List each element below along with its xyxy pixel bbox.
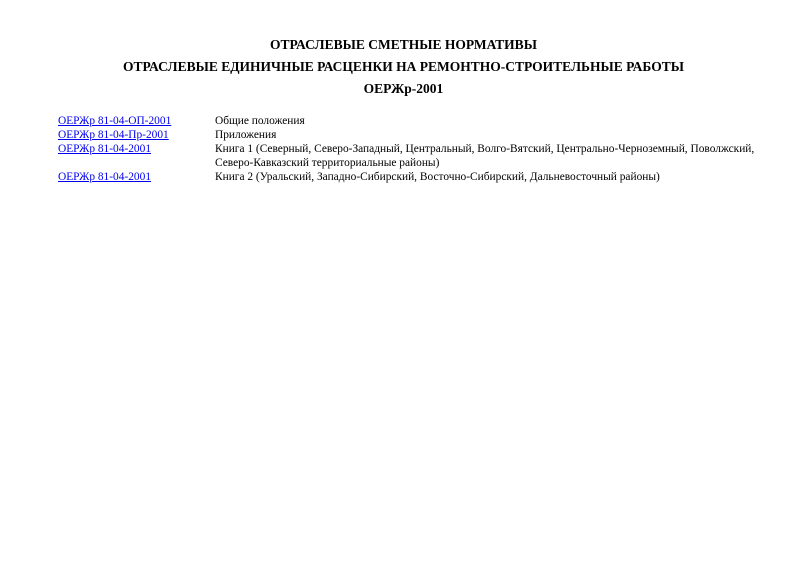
document-row <box>58 142 758 170</box>
document-headings <box>0 34 807 100</box>
document-code-cell <box>58 142 215 156</box>
document-description: Книга 2 (Уральский, Западно-Сибирский, Восточно-Сибирский, Дальневосточный районы) <box>215 171 660 183</box>
document-row <box>58 114 758 128</box>
document-link-general-provisions[interactable]: ОЕРЖр 81-04-ОП-2001 <box>58 115 172 127</box>
document-code-cell <box>58 114 215 128</box>
document-link-book-1[interactable]: ОЕРЖр 81-04-2001 <box>58 143 152 155</box>
heading-document-code: ОЕРЖр-2001 <box>363 81 444 96</box>
document-row <box>58 170 758 184</box>
document-description: Общие положения <box>215 115 305 127</box>
document-description: Приложения <box>215 129 277 141</box>
document-code-cell <box>58 170 215 184</box>
heading-standards-title: ОТРАСЛЕВЫЕ СМЕТНЫЕ НОРМАТИВЫ <box>270 37 537 52</box>
document-list <box>58 114 758 184</box>
document-link-book-2[interactable]: ОЕРЖр 81-04-2001 <box>58 171 152 183</box>
document-code-cell <box>58 128 215 142</box>
document-row <box>58 128 758 142</box>
heading-rates-title: ОТРАСЛЕВЫЕ ЕДИНИЧНЫЕ РАСЦЕНКИ НА РЕМОНТНО-СТРОИТЕЛЬНЫЕ РАБОТЫ <box>123 59 684 74</box>
document-link-appendices[interactable]: ОЕРЖр 81-04-Пр-2001 <box>58 129 169 141</box>
document-description: Книга 1 (Северный, Северо-Западный, Центральный, Волго-Вятский, Центрально-Черноземный, Поволжский, Северо-Кавказский территориальные районы) <box>215 143 755 169</box>
